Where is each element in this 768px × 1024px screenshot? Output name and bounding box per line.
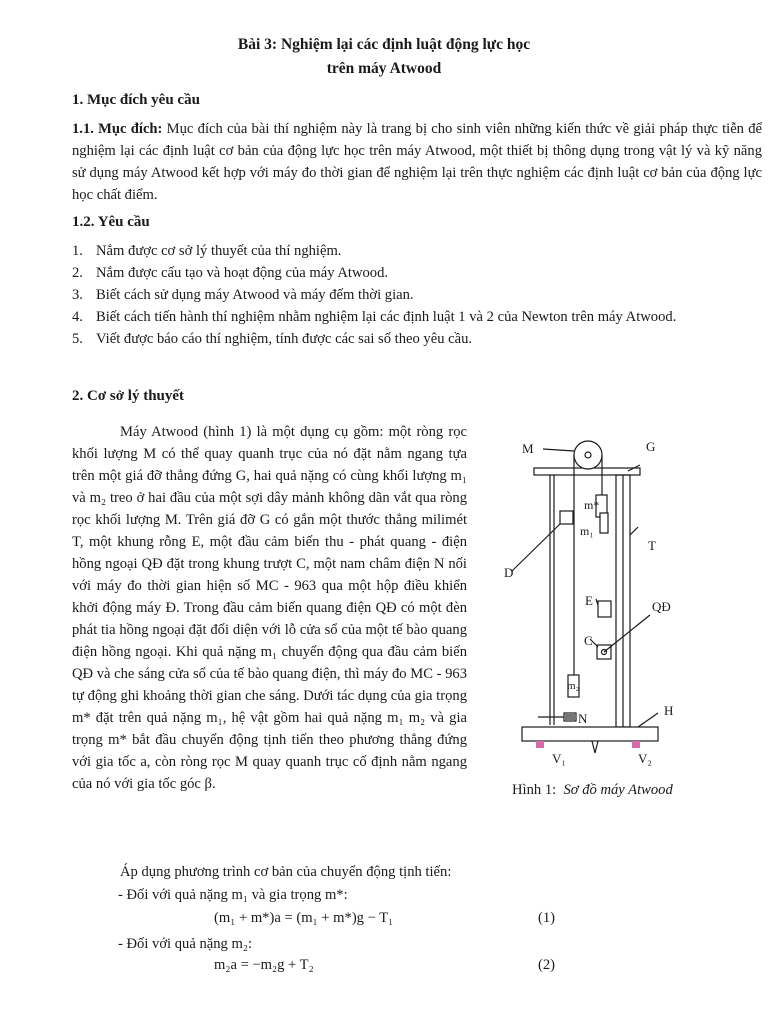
label-v1: V₁	[552, 751, 566, 766]
caption-title: Sơ đồ máy Atwood	[563, 782, 673, 798]
theory-paragraph: Máy Atwood (hình 1) là một dụng cụ gồm: một ròng rọc khối lượng M có thể quay quanh trục của nó đặt nằm ngang tựa trên một giá đỡ thẳng đứng G, hai quả nặng có cùng khối lượng m₁ và m₂ treo ở hai đầu của một sợi dây mảnh không dãn vắt qua ròng rọc khối lượng M. Trên giá đỡ G có gắn một thước thẳng milimét T, một khung rỗng E, một đầu cảm biến thu - phát quang - điện hồng ngoại QĐ đặt trong khung trượt C, một nam châm điện N nối với máy đo thời gian hiện số MC - 963 qua một hộp điều khiển khởi động máy Đ. Trong đầu cảm biến quang điện QĐ có một đèn phát tia hồng ngoại đặt đối diện với lỗ cửa sổ của một tế bào quang điện hồng ngoại. Khi quả nặng m₁ chuyển động qua đầu cảm biến QĐ và che sáng cửa sổ của tế bào quang điện, thì máy đo MC - 963 tự động ghi khoảng thời gian che sáng. Dưới tác dụng của gia trọng m* đặt trên quả nặng m₁, hệ vật gồm hai quả nặng m₁ m₂ và gia trọng m* bắt đầu chuyển động tịnh tiến theo phương thẳng đứng với gia tốc a, còn ròng rọc M quay quanh trục cố định nằm ngang của nó với gia tốc góc β.	[72, 424, 467, 792]
requirements-list	[72, 240, 762, 350]
list-item-text: Biết cách sử dụng máy Atwood và máy đếm thời gian.	[96, 287, 414, 303]
label-c: C	[584, 633, 593, 648]
label-qd: QĐ	[652, 599, 671, 614]
list-item-text: Biết cách tiến hành thí nghiệm nhằm nghiệm lại các định luật 1 và 2 của Newton trên máy Atwood.	[96, 309, 677, 325]
label-m: M	[522, 441, 534, 456]
list-item-number: 3.	[72, 287, 83, 303]
label-d: D	[504, 565, 514, 580]
label-v2: V₂	[638, 751, 652, 766]
document-title-line1: Bài 3: Nghiệm lại các định luật động lực học	[237, 36, 531, 53]
section1-heading: 1. Mục đích yêu cầu	[72, 92, 200, 108]
box-d	[560, 511, 573, 524]
foot-right	[632, 741, 640, 748]
base-h	[522, 727, 658, 741]
atwood-machine-diagram	[488, 425, 728, 770]
label-m2: m₂	[567, 680, 580, 692]
figure-caption	[512, 782, 673, 799]
list-item	[72, 306, 762, 328]
requirements-heading: 1.2. Yêu cầu	[72, 214, 150, 230]
caption-prefix: Hình 1:	[512, 782, 557, 798]
line-qd	[604, 615, 650, 652]
list-item-text: Nắm được cấu tạo và hoạt động của máy Atwood.	[96, 265, 389, 281]
section2-heading: 2. Cơ sở lý thuyết	[72, 388, 185, 404]
label-h: H	[664, 703, 674, 718]
label-g: G	[646, 439, 656, 454]
list-item-text: Nắm được cơ sở lý thuyết của thí nghiệm.	[96, 243, 342, 259]
list-item-number: 4.	[72, 309, 83, 325]
label-e: E	[585, 593, 593, 608]
list-item	[72, 328, 762, 350]
equation-1-number: (1)	[538, 910, 556, 926]
list-item-text: Viết được báo cáo thí nghiệm, tính được các sai số theo yêu cầu.	[96, 331, 473, 347]
foot-left	[536, 741, 544, 748]
list-item-number: 5.	[72, 331, 83, 347]
list-item	[72, 240, 762, 262]
document-title-line2: trên máy Atwood	[326, 60, 442, 77]
equation-2-number: (2)	[538, 957, 556, 973]
equation-1: (m₁ + m*)a = (m₁ + m*)g − T₁	[214, 910, 394, 926]
purpose-text: Mục đích của bài thí nghiệm này là trang bị cho sinh viên những kiến thức về giải pháp thực tiễn để nghiệm lại các định luật cơ bản của động lực học trên máy Atwood, một thiết bị thông dụng trong vật lý và kỹ năng sử dụng máy Atwood kết hợp với máy đo thời gian để nghiệm lại trên thực nghiệm các định luật cơ bản của động lực học chất điểm.	[72, 121, 762, 203]
equation-2: m₂a = −m₂g + T₂	[214, 957, 314, 973]
label-n: N	[578, 711, 588, 726]
list-item-number: 2.	[72, 265, 83, 281]
label-m-star: m*	[584, 498, 600, 512]
purpose-label: 1.1. Mục đích:	[72, 121, 163, 137]
line-d	[512, 524, 560, 571]
list-item-number: 1.	[72, 243, 83, 259]
m1-line: - Đối với quả nặng m₁ và gia trọng m*:	[118, 887, 348, 903]
label-m1: m₁	[580, 524, 594, 538]
list-item	[72, 262, 762, 284]
purpose-paragraph	[72, 118, 762, 206]
frame-e	[598, 601, 611, 617]
m2-line: - Đối với quả nặng m₂:	[118, 936, 252, 952]
apply-line: Áp dụng phương trình cơ bản của chuyển động tịnh tiến:	[120, 864, 452, 880]
label-t: T	[648, 538, 656, 553]
pulley	[574, 441, 602, 469]
list-item	[72, 284, 762, 306]
